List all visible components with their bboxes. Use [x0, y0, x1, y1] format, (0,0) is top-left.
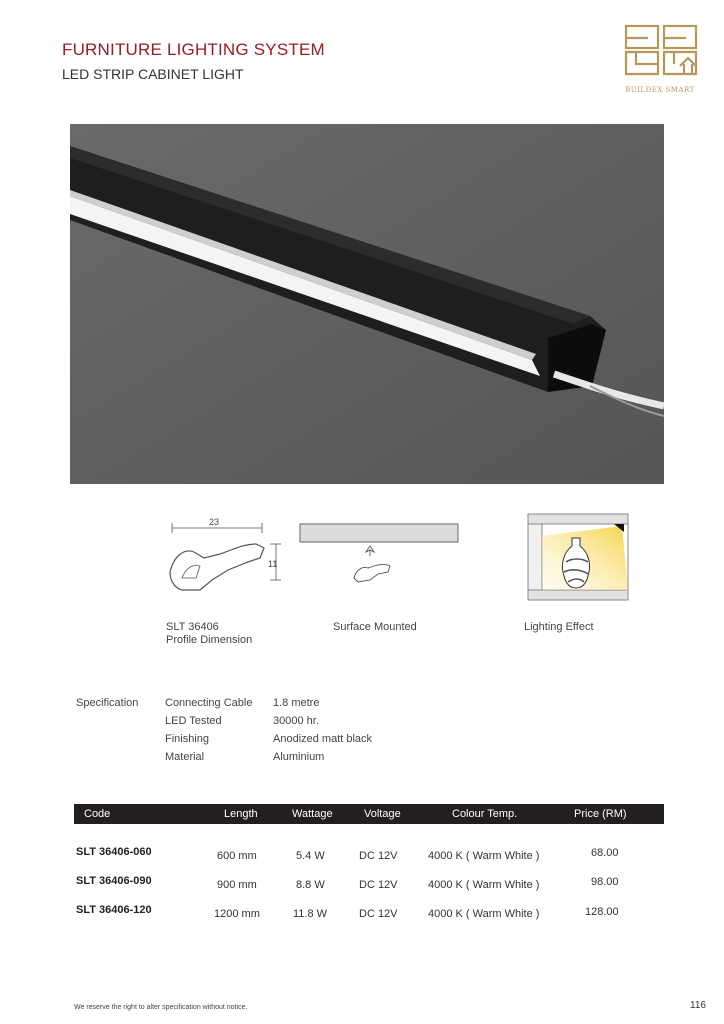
- row-price: 68.00: [591, 847, 619, 859]
- profile-caption-dimension: Profile Dimension: [166, 634, 253, 646]
- specification-heading: Specification: [76, 697, 139, 709]
- row-wattage: 11.8 W: [293, 908, 328, 920]
- page-title: FURNITURE LIGHTING SYSTEM: [62, 40, 325, 59]
- row-length: 1200 mm: [214, 908, 260, 920]
- row-length: 900 mm: [217, 879, 257, 891]
- spec-value: Aluminium: [273, 751, 325, 763]
- spec-label: Material: [165, 751, 205, 763]
- column-header-length: Length: [224, 808, 258, 820]
- spec-value: Anodized matt black: [273, 733, 373, 745]
- spec-label: Finishing: [165, 733, 210, 745]
- lighting-effect-caption: Lighting Effect: [524, 621, 594, 633]
- column-header-wattage: Wattage: [292, 808, 333, 820]
- spec-value: 1.8 metre: [273, 697, 320, 709]
- row-colour-temp: 4000 K ( Warm White ): [428, 908, 540, 920]
- spec-label: LED Tested: [165, 715, 222, 727]
- page-subtitle: LED STRIP CABINET LIGHT: [62, 66, 244, 82]
- column-header-colour-temp: Colour Temp.: [452, 808, 518, 820]
- surface-mounted-diagram: [298, 520, 462, 592]
- profile-dimension-diagram: [160, 514, 285, 596]
- spec-row: [165, 697, 465, 713]
- row-code: SLT 36406-090: [76, 875, 152, 887]
- row-code: SLT 36406-060: [76, 846, 152, 858]
- row-voltage: DC 12V: [359, 879, 398, 891]
- spec-row: [165, 751, 465, 767]
- page-number: 116: [690, 1000, 706, 1011]
- price-table-header: [74, 804, 664, 824]
- product-photo: [70, 124, 664, 484]
- row-code: SLT 36406-120: [76, 904, 152, 916]
- row-wattage: 5.4 W: [296, 850, 325, 862]
- column-header-code: Code: [84, 808, 111, 820]
- row-wattage: 8.8 W: [296, 879, 325, 891]
- row-colour-temp: 4000 K ( Warm White ): [428, 879, 540, 891]
- column-header-price: Price (RM): [574, 808, 627, 820]
- profile-caption-code: SLT 36406: [166, 621, 219, 633]
- brand-name: BUILDEX SMART: [625, 86, 695, 94]
- row-colour-temp: 4000 K ( Warm White ): [428, 850, 540, 862]
- spec-label: Connecting Cable: [165, 697, 253, 709]
- row-price: 128.00: [585, 906, 619, 918]
- column-header-voltage: Voltage: [364, 808, 401, 820]
- spec-row: [165, 733, 465, 749]
- surface-mounted-caption: Surface Mounted: [333, 621, 417, 633]
- row-length: 600 mm: [217, 850, 257, 862]
- row-price: 98.00: [591, 876, 619, 888]
- row-voltage: DC 12V: [359, 850, 398, 862]
- lighting-effect-diagram: [526, 512, 630, 602]
- spec-row: [165, 715, 465, 731]
- row-voltage: DC 12V: [359, 908, 398, 920]
- profile-height-label: 11: [268, 559, 278, 569]
- spec-value: 30000 hr.: [273, 715, 319, 727]
- footer-note: We reserve the right to alter specification without notice.: [74, 1004, 248, 1011]
- profile-width-label: 23: [209, 517, 220, 527]
